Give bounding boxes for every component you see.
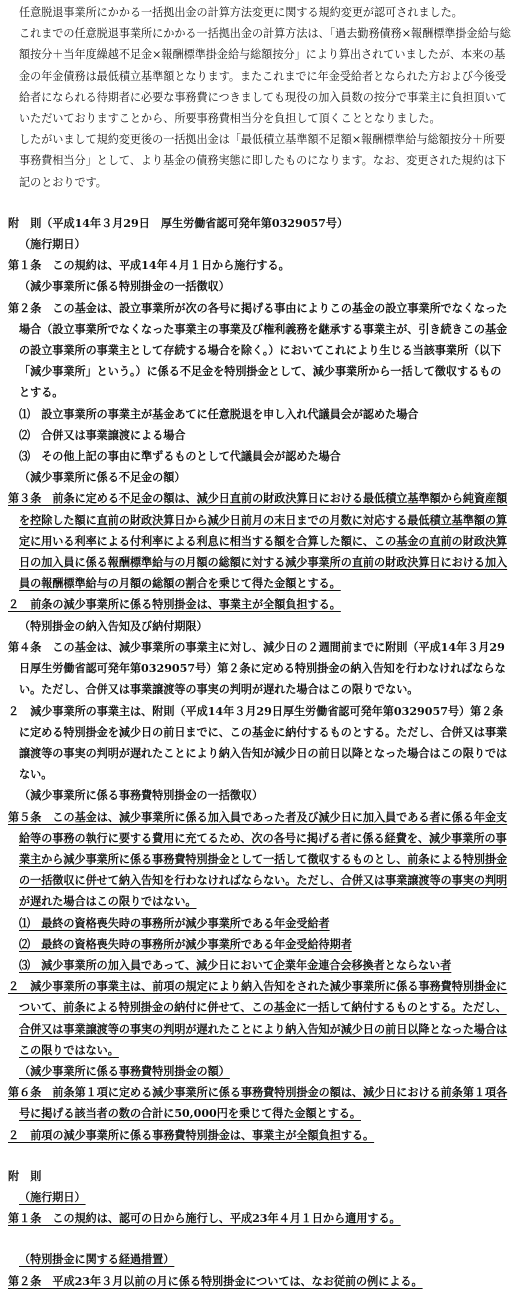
article-2: 第２条 この基金は、設立事業所が次の各号に掲げる事由によりこの基金の設立事業所でなくなった場合（設立事業所でなくなった事業主の事業及び権利義務を継承する事業主が、引き続きこの基金の設立事業所の事業主として存続する場合を除く。）においてこれにより生じる当該事業所（以下「減少事業所」という。）に係る不足金を特別掛金として、減少事業所から一括して徴収するものとする。 [8,301,508,400]
article-6: 第６条 前条第１項に定める減少事業所に係る事務費特別掛金の額は、減少日における前条第１項各号に掲げる該当者の数の合計に50,000円を乗じて得た金額とする。 [8,1086,508,1121]
heading-article-4: （特別掛金の納入告知及び納付期限） [19,619,208,633]
supplementary-provisions-title-2: 附 則 [8,1169,42,1183]
supplementary-provisions-title-1: 附 則（平成14年３月29日 厚生労働省認可発年第0329057号） [8,216,349,230]
article-2-item-3: ⑶ その他上記の事由に準ずるものとして代議員会が認めた場合 [19,450,341,464]
article-2-item-1: ⑴ 設立事業所の事業主が基金あてに任意脱退を申し入れ代議員会が認めた場合 [19,407,419,421]
intro-paragraph-3: したがいまして規約変更後の一括拠出金は「最低積立基準額不足額×報酬標準給与総額按分＋所要事務費相当分」として、より基金の債務実態に即したものになります。なお、変更された規約は下記のとおりです。 [19,133,507,189]
article-5-paragraph-2: ２ 減少事業所の事業主は、前項の規定により納入告知をされた減少事業所に係る事務費特別掛金について、前条による特別掛金の納付に併せて、この基金に一括して納付するものとする。ただし、合併又は事業譲渡等の事実の判明が遅れたことにより納入告知が減少日の前日以降となった場合はこの限りではない。 [8,980,508,1057]
intro-paragraph-1: 任意脱退事業所にかかる一括拠出金の計算方法変更に関する規約変更が認可されました。 [19,6,463,19]
article-3-paragraph-2: ２ 前条の減少事業所に係る特別掛金は、事業主が全額負担する。 [8,598,341,612]
section-gap [8,193,512,213]
heading-effective-date-1: （施行期日） [19,238,86,252]
heading-transitional-measures: （特別掛金に関する経過措置） [19,1253,175,1267]
heading-article-3: （減少事業所に係る不足金の額） [19,471,186,485]
section-gap [8,1146,512,1166]
article-5-item-1: ⑴ 最終の資格喪失時の事務所が減少事業所である年金受給者 [19,916,330,930]
article-4: 第４条 この基金は、減少事業所の事業主に対し、減少日の２週間前までに附則（平成14年３月29日厚生労働省認可発年第0329057号）第２条に定める特別掛金の納入告知を行わなければならない。ただし、合併又は事業譲渡等の事実の判明が遅れた場合はこの限りでない。 [8,640,506,697]
heading-article-6: （減少事業所に係る事務費特別掛金の額） [19,1064,230,1078]
heading-effective-date-2: （施行期日） [19,1190,86,1204]
article-2-2011: 第２条 平成23年３月以前の月に係る特別掛金については、なお従前の例による。 [8,1274,423,1288]
article-1: 第１条 この規約は、平成14年４月１日から施行する。 [8,259,290,273]
article-2-item-2: ⑵ 合併又は事業譲渡による場合 [19,428,186,442]
article-3: 第３条 前条に定める不足金の額は、減少日直前の財政決算日における最低積立基準額から純資産額を控除した額に直前の財政決算日から減少日前月の末日までの月数に対応する最低積立基準額の算定に用いる利率による付利率による利息に相当する額を合算した額に、この基金の直前の財政決算日の加入員に係る報酬標準給与の月額の総額に対する減少事業所の直前の財政決算日における加入員の報酬標準給与の月額の総額の割合を乗じて得た金額とする。 [8,492,508,591]
article-1-2011: 第１条 この規約は、認可の日から施行し、平成23年４月１日から適用する。 [8,1212,401,1226]
heading-article-2: （減少事業所に係る特別掛金の一括徴収） [19,280,230,294]
intro-paragraph-2: これまでの任意脱退事業所にかかる一括拠出金の計算方法は、「過去勤務債務×報酬標準掛金給与総額按分＋当年度繰越不足金×報酬標準掛金給与総額按分」により算出されていましたが、本来の基金の年金債務は最低積立基準額となります。またこれまでに年金受給者となられた方および今後受給者になられる待期者に必要な事務費につきましても現役の加入員数の按分で事業主に負担頂いていただいておりますことから、所要事務費相当分を負担して頂くこととなりました。 [19,27,511,126]
article-5-item-3: ⑶ 減少事業所の加入員であって、減少日において企業年金連合会移換者とならない者 [19,958,452,972]
section-gap [8,1229,512,1249]
article-5-item-2: ⑵ 最終の資格喪失時の事務所が減少事業所である年金受給待期者 [19,937,352,951]
article-4-paragraph-2: ２ 減少事業所の事業主は、附則（平成14年３月29日厚生労働省認可発年第0329057号）第２条に定める特別掛金を減少日の前日までに、この基金に納付するものとする。ただし、合併又は事業譲渡等の事実の判明が遅れたことにより納入告知が減少日の前日以降となった場合はこの限りではない。 [8,704,508,782]
heading-article-5: （減少事業所に係る事務費特別掛金の一括徴収） [19,789,264,803]
article-6-paragraph-2: ２ 前項の減少事業所に係る事務費特別掛金は、事業主が全額負担する。 [8,1128,375,1142]
article-5: 第５条 この基金は、減少事業所に係る加入員であった者及び減少日に加入員である者に係る年金支給等の事務の執行に要する費用に充てるため、次の各号に掲げる者に係る経費を、減少事業所の事業主から減少事業所に係る事務費特別掛金として一括して徴収するものとし、前条による特別掛金の一括徴収に併せて納入告知を行わなければならない。ただし、合併又は事業譲渡等の事実の判明が遅れた場合はこの限りではない。 [8,810,508,909]
